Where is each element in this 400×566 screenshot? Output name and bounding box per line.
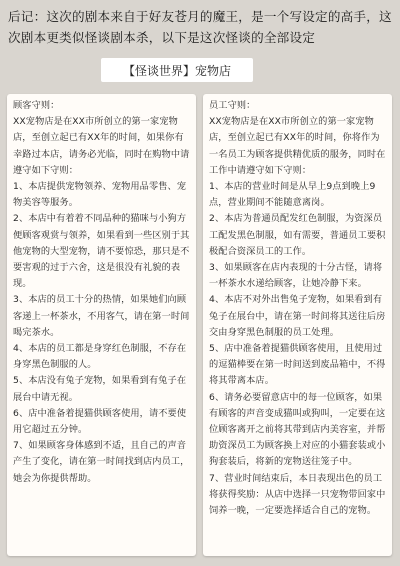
staff-rules-intro: XX宠物店是在XX市所创立的第一家宠物店，至创立起已有XX年的时间，你将作为一名员工为顾客提供精优质的服务，同时在工作中请遵守如下守则： — [209, 116, 386, 176]
staff-rule-2: 2、本店为普通员配发红色制服，为资深员工配发黑色制服，如有需要，普通员工要积极配合资深员工的工作。 — [209, 213, 386, 257]
customer-rule-3: 3、本店的员工十分的热情，如果她们向顾客递上一杯茶水，不用客气，请在第一时间喝完茶水。 — [13, 294, 190, 338]
staff-rules-heading: 员工守则： — [209, 100, 256, 111]
customer-rules-intro: XX宠物店是在XX市所创立的第一家宠物店，至创立起已有XX年的时间，如果你有幸路过本店，请务必光临，同时在购物中请遵守如下守则： — [13, 116, 190, 176]
page-title: 【怪谈世界】宠物店 — [101, 58, 253, 82]
intro-text: 后记：这次的剧本来自于好友苍月的魔王，是一个写设定的高手，这次剧本更类似怪谈剧本杀，以下是这次怪谈的全部设定 — [8, 9, 392, 45]
staff-rule-4: 4、本店不对外出售兔子宠物，如果看到有兔子在展台中，请在第一时间将其送往后房交由身穿黑色制服的员工处理。 — [209, 294, 386, 338]
staff-rule-6: 6、请务必要留意店中的每一位顾客，如果有顾客的声音变成猫叫或狗叫，一定要在这位顾客离开之前将其带到店内美容室，并帮助资深员工为顾客换上对应的小猫套装或小狗套装后，将新的宠物送往笼子中。 — [209, 391, 386, 468]
staff-rule-3: 3、如果顾客在店内表现的十分古怪，请将一杯茶水水递给顾客，让她冷静下来。 — [209, 262, 383, 290]
customer-rule-1: 1、本店提供宠物领养、宠物用品零售、宠物美容等服务。 — [13, 181, 187, 209]
customer-rule-6: 6、店中准备着提猫供顾客使用，请不要使用它超过五分钟。 — [13, 407, 187, 436]
customer-rule-7: 7、如果顾客身体感到不适，且自己的声音产生了变化，请在第一时间找到店内员工，她会为你提供帮助。 — [13, 440, 190, 484]
customer-rule-5: 5、本店没有兔子宠物，如果看到有兔子在展台中请无视。 — [13, 375, 187, 403]
staff-rule-5: 5、店中准备着提猫供顾客使用，且使用过的逗猫棒要在第一时间送到废品箱中，不得将其带离本店。 — [209, 343, 386, 387]
staff-rule-7: 7、营业时间结束后，本日表现出色的员工将获得奖励：从店中选择一只宠物带回家中饲养一晚，一定要选择适合自己的宠物。 — [209, 472, 386, 517]
customer-rules-card — [7, 94, 196, 556]
customer-rules-heading: 顾客守则： — [13, 100, 60, 111]
customer-rule-4: 4、本店的员工都是身穿红色制服，不存在身穿黑色制服的人。 — [13, 343, 187, 371]
staff-rules-card — [203, 94, 392, 556]
customer-rule-2: 2、本店中有着着不同品种的猫咪与小狗方便顾客观赏与领养，如果看到一些区别于其他宠物的大型宠物，请不要惊恐，那只是不要害观的过于六舍，这是很没有礼貌的表现。 — [13, 213, 190, 290]
staff-rule-1: 1、本店的营业时间是从早上9点到晚上9点，营业期间不能随意离岗。 — [209, 181, 376, 209]
